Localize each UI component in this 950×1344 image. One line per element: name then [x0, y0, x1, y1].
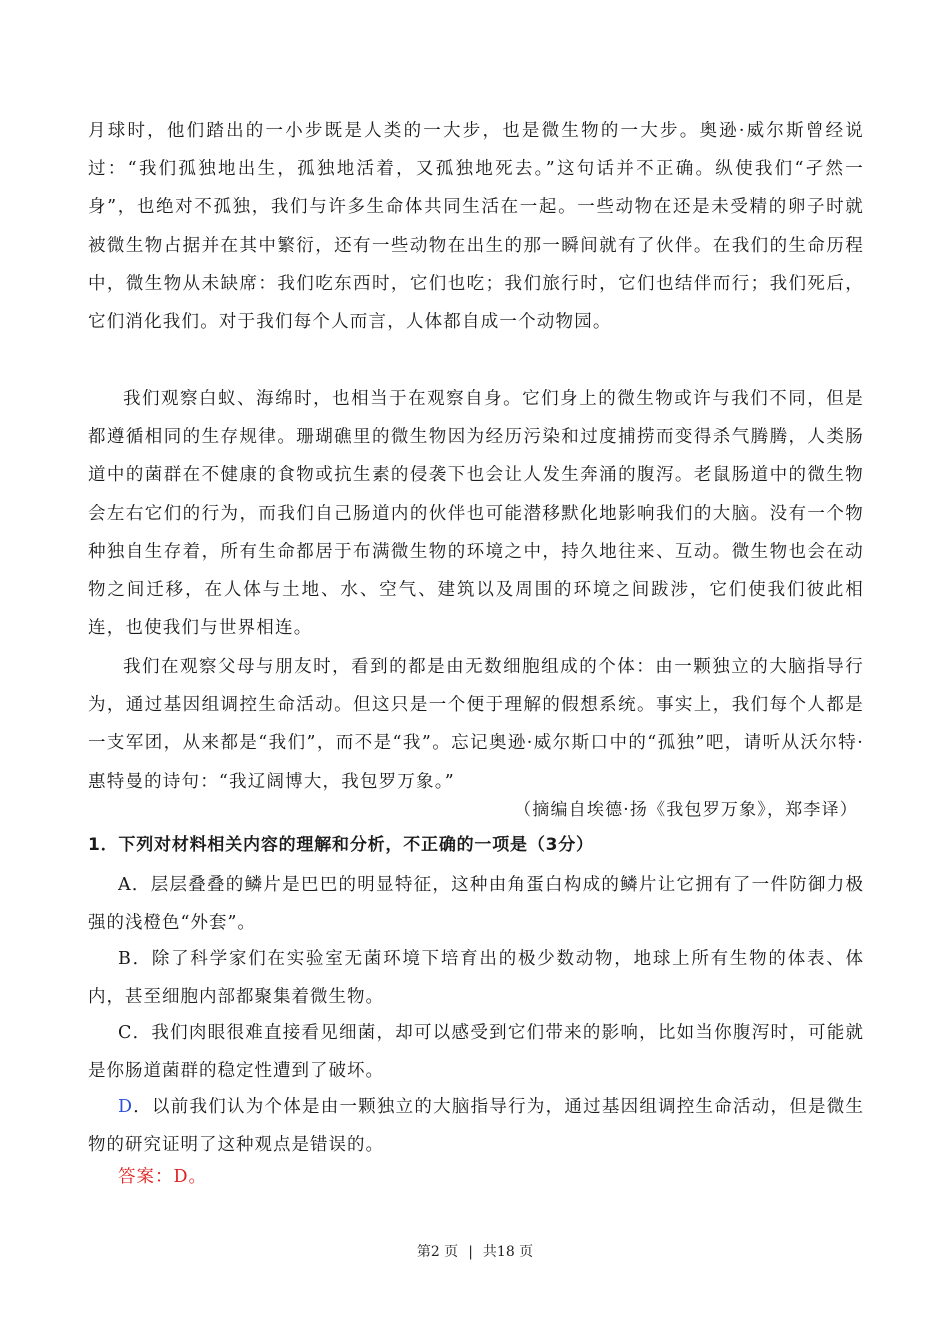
option-d [88, 1088, 864, 1164]
passage-paragraph-3: 我们在观察父母与朋友时，看到的都是由无数细胞组成的个体：由一颗独立的大脑指导行为，通过基因组调控生命活动。但这只是一个便于理解的假想系统。事实上，我们每个人都是一支军团，从来都是“我们”，而不是“我”。忘记奥逊·威尔斯口中的“孤独”吧，请听从沃尔特·惠特曼的诗句：“我辽阔博大，我包罗万象。” [88, 657, 864, 792]
answer-text: 答案：D。 [118, 1167, 208, 1187]
total-pages: 共18 页 [482, 1244, 534, 1260]
question-title: 1．下列对材料相关内容的理解和分析，不正确的一项是（3分） [88, 835, 594, 855]
option-b: B．除了科学家们在实验室无菌环境下培育出的极少数动物，地球上所有生物的体表、体内，甚至细胞内部都聚集着微生物。 [88, 949, 864, 1007]
passage-paragraph-2: 我们观察白蚁、海绵时，也相当于在观察自身。它们身上的微生物或许与我们不同，但是都遵循相同的生存规律。珊瑚礁里的微生物因为经历污染和过度捕捞而变得杀气腾腾，人类肠道中的菌群在不健康的食物或抗生素的侵袭下也会让人发生奔涌的腹泻。老鼠肠道中的微生物会左右它们的行为，而我们自己肠道内的伙伴也可能潜移默化地影响我们的大脑。没有一个物种独自生存着，所有生命都居于布满微生物的环境之中，持久地往来、互动。微生物也会在动物之间迁移，在人体与土地、水、空气、建筑以及周围的环境之间跋涉，它们使我们彼此相连，也使我们与世界相连。 [88, 389, 864, 639]
option-d-letter: D [118, 1097, 134, 1117]
option-c: C．我们肉眼很难直接看见细菌，却可以感受到它们带来的影响，比如当你腹泻时，可能就是你肠道菌群的稳定性遭到了破坏。 [88, 1023, 864, 1081]
page-footer [0, 1242, 950, 1262]
passage-source: （摘编自埃德·扬《我包罗万象》，郑李译） [514, 800, 858, 820]
page-number: 第2 页 [416, 1244, 459, 1260]
option-d-text: ．以前我们认为个体是由一颗独立的大脑指导行为，通过基因组调控生命活动，但是微生物的研究证明了这种观点是错误的。 [88, 1097, 864, 1155]
option-a: A．层层叠叠的鳞片是巴巴的明显特征，这种由角蛋白构成的鳞片让它拥有了一件防御力极强的浅橙色“外套”。 [88, 875, 864, 933]
footer-separator: | [468, 1244, 473, 1260]
passage-paragraph-1: 月球时，他们踏出的一小步既是人类的一大步，也是微生物的一大步。奥逊·威尔斯曾经说过：“我们孤独地出生，孤独地活着，又孤独地死去。”这句话并不正确。纵使我们“孑然一身”，也绝对不孤独，我们与许多生命体共同生活在一起。一些动物在还是未受精的卵子时就被微生物占据并在其中繁衍，还有一些动物在出生的那一瞬间就有了伙伴。在我们的生命历程中，微生物从未缺席：我们吃东西时，它们也吃；我们旅行时，它们也结伴而行；我们死后，它们消化我们。对于我们每个人而言，人体都自成一个动物园。 [88, 121, 864, 333]
